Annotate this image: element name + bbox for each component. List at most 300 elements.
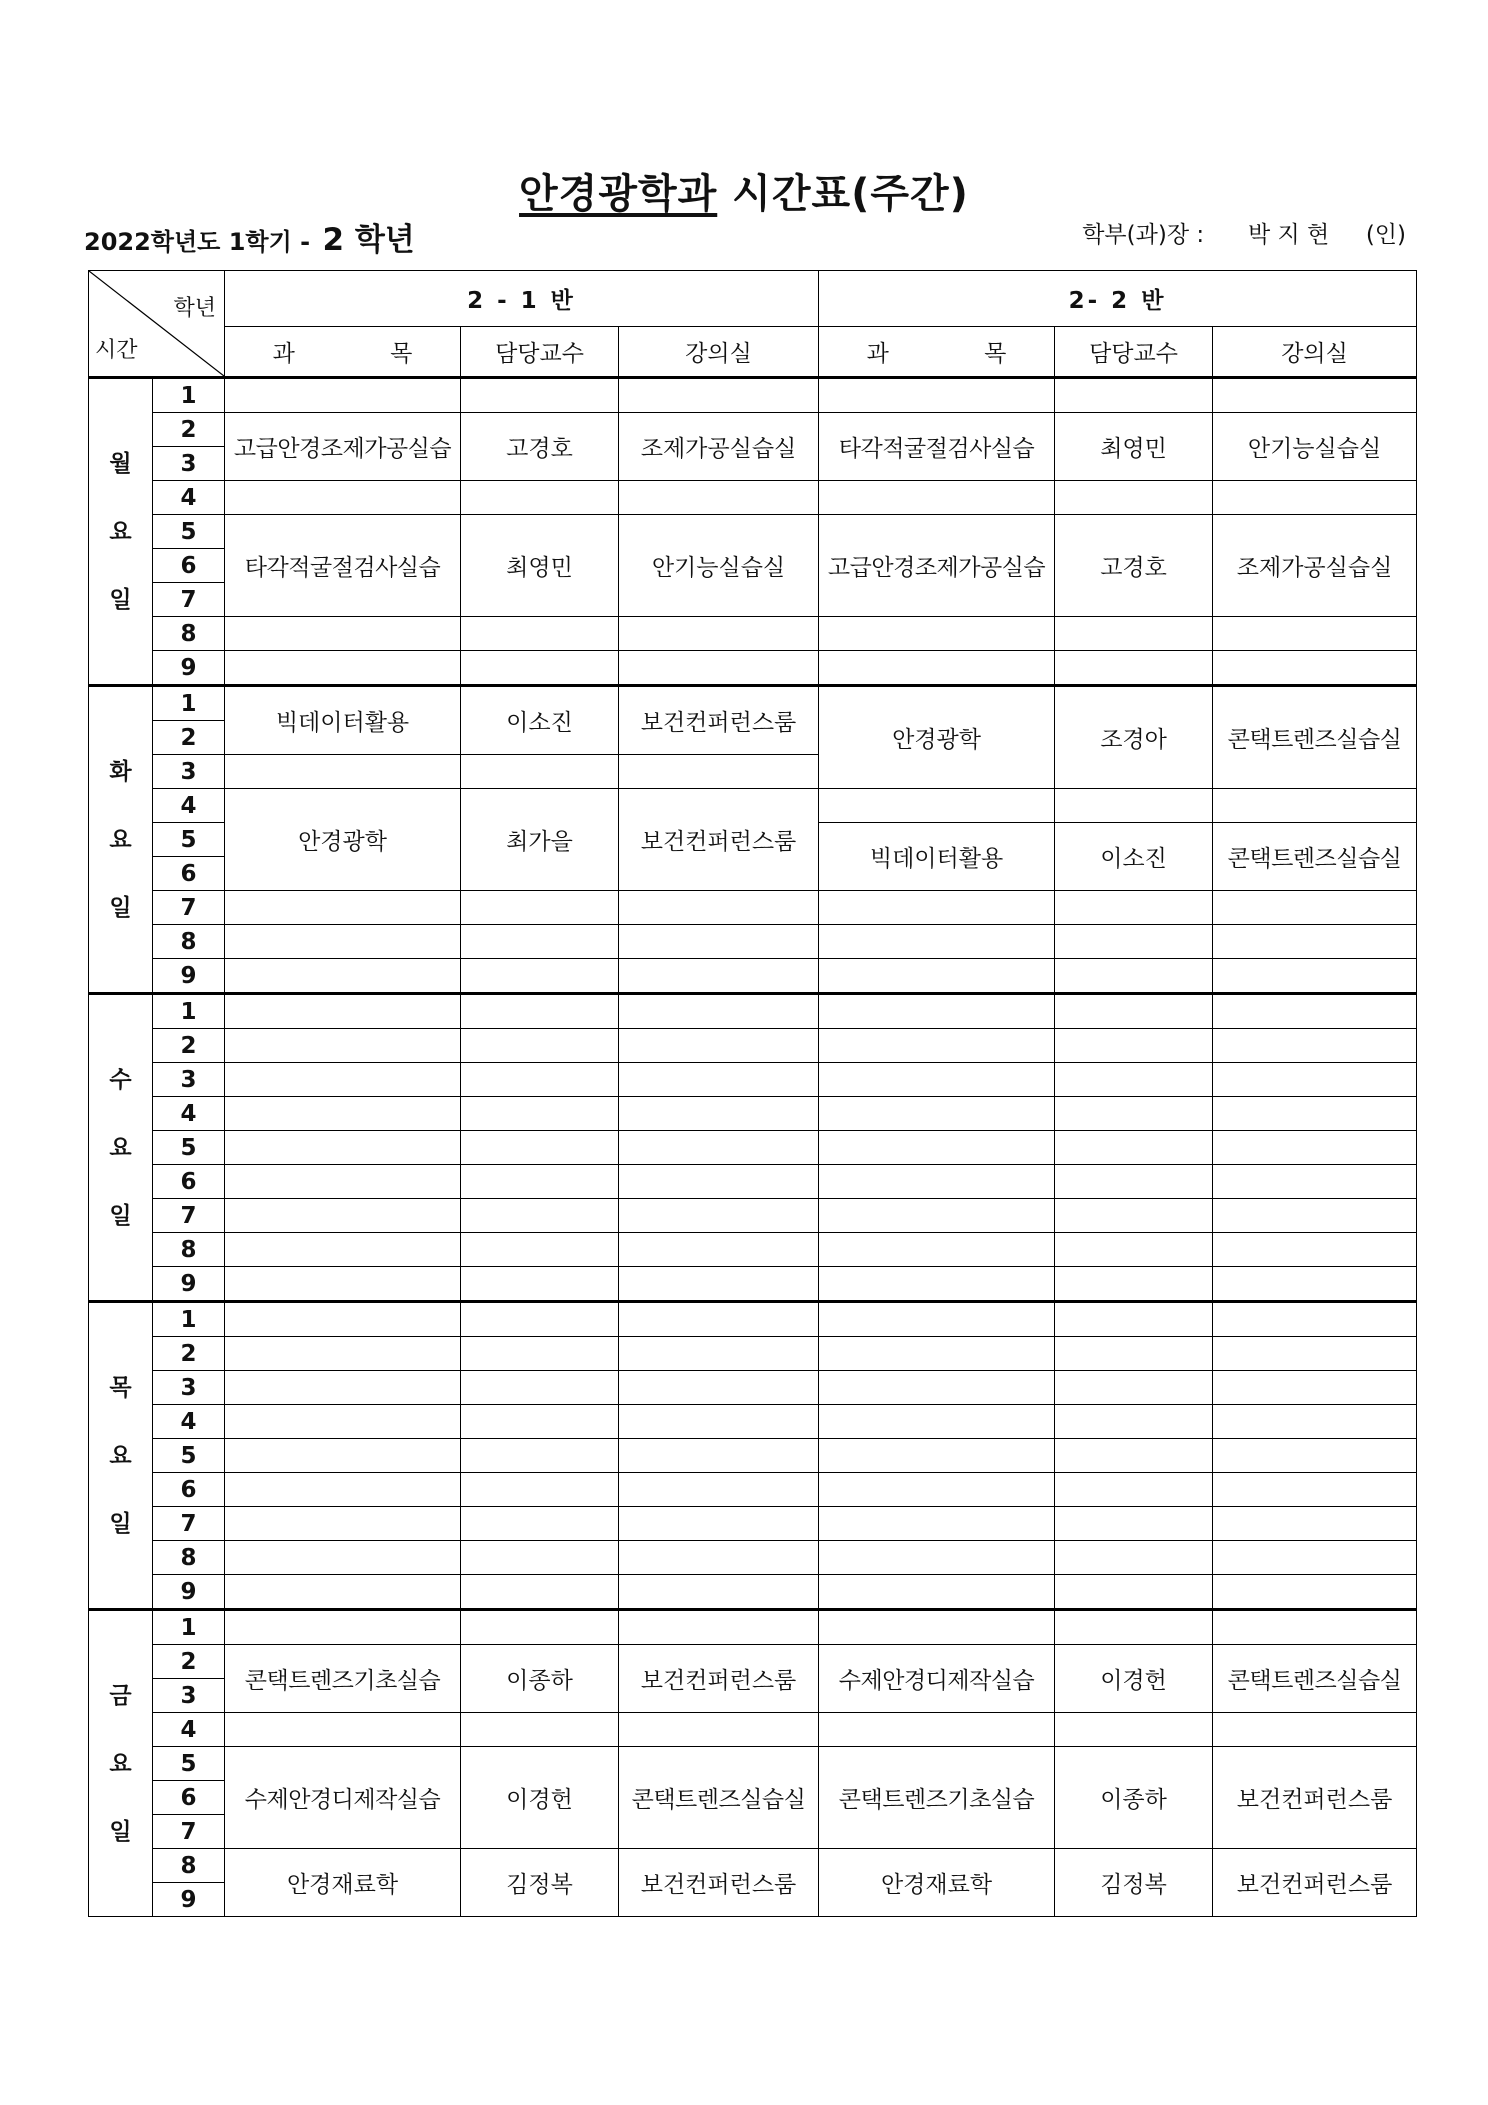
- empty-cell: [225, 1575, 461, 1610]
- empty-cell: [819, 1337, 1055, 1371]
- empty-cell: [461, 1029, 619, 1063]
- class2-prof-cell: 김정복: [1055, 1849, 1213, 1917]
- class2-header: 2- 2 반: [819, 271, 1417, 327]
- class2-prof-cell: 이경헌: [1055, 1645, 1213, 1713]
- empty-cell: [819, 1371, 1055, 1405]
- period-row: [89, 1302, 1417, 1337]
- empty-cell: [461, 1131, 619, 1165]
- empty-cell: [619, 1610, 819, 1645]
- period-number: 2: [153, 1337, 225, 1371]
- title-department: 안경광학과: [519, 171, 718, 217]
- period-row: [89, 1713, 1417, 1747]
- empty-cell: [1055, 1337, 1213, 1371]
- empty-cell: [619, 1199, 819, 1233]
- period-row: [89, 1029, 1417, 1063]
- class1-room-cell: 보건컨퍼런스룸: [619, 686, 819, 755]
- empty-cell: [619, 1063, 819, 1097]
- class1-subject-cell: 안경광학: [225, 789, 461, 891]
- period-row: [89, 1063, 1417, 1097]
- empty-cell: [1055, 1371, 1213, 1405]
- empty-cell: [819, 994, 1055, 1029]
- empty-cell: [1213, 1097, 1417, 1131]
- period-number: 4: [153, 481, 225, 515]
- period-row: [89, 1267, 1417, 1302]
- empty-cell: [1055, 925, 1213, 959]
- empty-cell: [225, 1233, 461, 1267]
- class2-room-cell: 콘택트렌즈실습실: [1213, 686, 1417, 789]
- empty-cell: [1055, 481, 1213, 515]
- empty-cell: [461, 1302, 619, 1337]
- class2-subject-cell: 고급안경조제가공실습: [819, 515, 1055, 617]
- period-row: [89, 378, 1417, 413]
- empty-cell: [819, 378, 1055, 413]
- empty-cell: [225, 994, 461, 1029]
- empty-cell: [225, 1337, 461, 1371]
- empty-cell: [225, 481, 461, 515]
- period-number: 1: [153, 994, 225, 1029]
- empty-cell: [461, 1507, 619, 1541]
- empty-cell: [461, 1165, 619, 1199]
- period-row: [89, 1165, 1417, 1199]
- class1-subject-cell: 안경재료학: [225, 1849, 461, 1917]
- class2-prof-cell: 이종하: [1055, 1747, 1213, 1849]
- empty-cell: [1055, 1473, 1213, 1507]
- empty-cell: [619, 925, 819, 959]
- empty-cell: [1055, 1302, 1213, 1337]
- day-label: 수 요 일: [89, 994, 153, 1302]
- empty-cell: [461, 994, 619, 1029]
- empty-cell: [1055, 1165, 1213, 1199]
- period-number: 9: [153, 651, 225, 686]
- period-number: 3: [153, 755, 225, 789]
- empty-cell: [819, 1507, 1055, 1541]
- period-row: [89, 1199, 1417, 1233]
- title-rest: 시간표(주간): [717, 171, 969, 217]
- empty-cell: [619, 1439, 819, 1473]
- period-row: [89, 789, 1417, 823]
- empty-cell: [1055, 891, 1213, 925]
- empty-cell: [1055, 617, 1213, 651]
- period-number: 6: [153, 1781, 225, 1815]
- empty-cell: [1055, 1575, 1213, 1610]
- class1-room-header: 강의실: [619, 327, 819, 378]
- empty-cell: [225, 1371, 461, 1405]
- empty-cell: [819, 1267, 1055, 1302]
- empty-cell: [461, 651, 619, 686]
- class2-subject-cell: 타각적굴절검사실습: [819, 413, 1055, 481]
- day-label: 목 요 일: [89, 1302, 153, 1610]
- empty-cell: [225, 378, 461, 413]
- period-number: 6: [153, 549, 225, 583]
- corner-time-label: 시간: [95, 338, 138, 363]
- empty-cell: [225, 891, 461, 925]
- period-row: [89, 1473, 1417, 1507]
- period-number: 9: [153, 1267, 225, 1302]
- empty-cell: [819, 1097, 1055, 1131]
- period-number: 1: [153, 1610, 225, 1645]
- class2-subject-cell: 안경재료학: [819, 1849, 1055, 1917]
- class2-subject-cell: 콘택트렌즈기초실습: [819, 1747, 1055, 1849]
- period-number: 3: [153, 447, 225, 481]
- grade-label: 2 학년: [322, 222, 415, 258]
- period-row: [89, 1337, 1417, 1371]
- period-row: [89, 481, 1417, 515]
- period-number: 9: [153, 1883, 225, 1917]
- semester-line: [84, 214, 415, 259]
- empty-cell: [1213, 959, 1417, 994]
- class2-prof-cell: 고경호: [1055, 515, 1213, 617]
- class2-room-cell: 조제가공실습실: [1213, 515, 1417, 617]
- class1-subject-cell: 수제안경디제작실습: [225, 1747, 461, 1849]
- class1-room-cell: 안기능실습실: [619, 515, 819, 617]
- page-title: [0, 162, 1488, 219]
- period-row: [89, 891, 1417, 925]
- class1-room-cell: 보건컨퍼런스룸: [619, 1849, 819, 1917]
- period-row: [89, 1747, 1417, 1781]
- day-label: 화 요 일: [89, 686, 153, 994]
- period-number: 6: [153, 857, 225, 891]
- class2-subject-header: 과 목: [819, 327, 1055, 378]
- seal-label: (인): [1365, 222, 1406, 248]
- empty-cell: [1213, 1473, 1417, 1507]
- period-row: [89, 959, 1417, 994]
- class1-room-cell: 조제가공실습실: [619, 413, 819, 481]
- empty-cell: [1055, 1541, 1213, 1575]
- empty-cell: [225, 1063, 461, 1097]
- empty-cell: [819, 1165, 1055, 1199]
- empty-cell: [1213, 1439, 1417, 1473]
- empty-cell: [1055, 994, 1213, 1029]
- period-row: [89, 686, 1417, 721]
- period-number: 1: [153, 686, 225, 721]
- class1-prof-cell: 이종하: [461, 1645, 619, 1713]
- period-number: 6: [153, 1165, 225, 1199]
- empty-cell: [619, 755, 819, 789]
- period-row: [89, 515, 1417, 549]
- empty-cell: [1213, 1405, 1417, 1439]
- empty-cell: [1213, 1575, 1417, 1610]
- class2-prof-cell: 조경아: [1055, 686, 1213, 789]
- empty-cell: [1055, 1233, 1213, 1267]
- empty-cell: [619, 994, 819, 1029]
- empty-cell: [619, 617, 819, 651]
- empty-cell: [1213, 1131, 1417, 1165]
- period-row: [89, 1439, 1417, 1473]
- period-number: 1: [153, 378, 225, 413]
- empty-cell: [225, 1713, 461, 1747]
- empty-cell: [1213, 925, 1417, 959]
- empty-cell: [1055, 1713, 1213, 1747]
- period-number: 5: [153, 515, 225, 549]
- class1-prof-cell: 고경호: [461, 413, 619, 481]
- period-row: [89, 1849, 1417, 1883]
- empty-cell: [819, 959, 1055, 994]
- empty-cell: [819, 1439, 1055, 1473]
- empty-cell: [461, 1097, 619, 1131]
- empty-cell: [1055, 1610, 1213, 1645]
- period-number: 7: [153, 1199, 225, 1233]
- empty-cell: [819, 617, 1055, 651]
- period-number: 5: [153, 1131, 225, 1165]
- empty-cell: [1213, 1610, 1417, 1645]
- period-row: [89, 413, 1417, 447]
- empty-cell: [461, 1541, 619, 1575]
- period-row: [89, 1541, 1417, 1575]
- empty-cell: [819, 1405, 1055, 1439]
- class2-room-cell: 안기능실습실: [1213, 413, 1417, 481]
- empty-cell: [1055, 378, 1213, 413]
- period-number: 7: [153, 583, 225, 617]
- empty-cell: [1213, 1507, 1417, 1541]
- empty-cell: [461, 1610, 619, 1645]
- period-row: [89, 1507, 1417, 1541]
- empty-cell: [461, 481, 619, 515]
- empty-cell: [619, 481, 819, 515]
- empty-cell: [619, 1713, 819, 1747]
- empty-cell: [1055, 959, 1213, 994]
- class2-subject-cell: 수제안경디제작실습: [819, 1645, 1055, 1713]
- period-row: [89, 1371, 1417, 1405]
- empty-cell: [1055, 1405, 1213, 1439]
- period-number: 7: [153, 891, 225, 925]
- class1-prof-cell: 이소진: [461, 686, 619, 755]
- empty-cell: [461, 1713, 619, 1747]
- empty-cell: [1213, 1233, 1417, 1267]
- empty-cell: [1213, 1165, 1417, 1199]
- empty-cell: [819, 789, 1055, 823]
- empty-cell: [1055, 1439, 1213, 1473]
- empty-cell: [619, 1507, 819, 1541]
- period-number: 3: [153, 1063, 225, 1097]
- empty-cell: [819, 1713, 1055, 1747]
- empty-cell: [461, 1199, 619, 1233]
- empty-cell: [619, 1233, 819, 1267]
- period-row: [89, 994, 1417, 1029]
- class1-room-cell: 콘택트렌즈실습실: [619, 1747, 819, 1849]
- empty-cell: [619, 1302, 819, 1337]
- empty-cell: [1213, 1199, 1417, 1233]
- class1-prof-header: 담당교수: [461, 327, 619, 378]
- empty-cell: [819, 1029, 1055, 1063]
- period-number: 3: [153, 1679, 225, 1713]
- period-row: [89, 1131, 1417, 1165]
- empty-cell: [1213, 1713, 1417, 1747]
- empty-cell: [619, 1541, 819, 1575]
- empty-cell: [461, 1575, 619, 1610]
- class1-prof-cell: 이경헌: [461, 1747, 619, 1849]
- period-row: [89, 925, 1417, 959]
- class2-room-cell: 보건컨퍼런스룸: [1213, 1849, 1417, 1917]
- class2-prof-cell: 이소진: [1055, 823, 1213, 891]
- empty-cell: [619, 1473, 819, 1507]
- class1-subject-cell: 콘택트렌즈기초실습: [225, 1645, 461, 1713]
- empty-cell: [1213, 651, 1417, 686]
- period-number: 8: [153, 925, 225, 959]
- empty-cell: [225, 617, 461, 651]
- empty-cell: [819, 651, 1055, 686]
- empty-cell: [819, 925, 1055, 959]
- empty-cell: [819, 1541, 1055, 1575]
- empty-cell: [1055, 1131, 1213, 1165]
- period-number: 2: [153, 1645, 225, 1679]
- empty-cell: [1213, 994, 1417, 1029]
- empty-cell: [619, 651, 819, 686]
- period-number: 9: [153, 959, 225, 994]
- empty-cell: [619, 959, 819, 994]
- period-row: [89, 1575, 1417, 1610]
- period-number: 8: [153, 1233, 225, 1267]
- class2-subject-cell: 빅데이터활용: [819, 823, 1055, 891]
- empty-cell: [1213, 1267, 1417, 1302]
- empty-cell: [225, 1507, 461, 1541]
- empty-cell: [225, 651, 461, 686]
- period-number: 4: [153, 1097, 225, 1131]
- period-number: 1: [153, 1302, 225, 1337]
- empty-cell: [1055, 1063, 1213, 1097]
- head-signature: [1082, 216, 1406, 249]
- class1-prof-cell: 김정복: [461, 1849, 619, 1917]
- empty-cell: [461, 378, 619, 413]
- period-number: 7: [153, 1815, 225, 1849]
- empty-cell: [619, 1405, 819, 1439]
- empty-cell: [225, 959, 461, 994]
- empty-cell: [619, 1371, 819, 1405]
- empty-cell: [1213, 1541, 1417, 1575]
- period-number: 6: [153, 1473, 225, 1507]
- period-row: [89, 1097, 1417, 1131]
- period-row: [89, 651, 1417, 686]
- empty-cell: [225, 1302, 461, 1337]
- empty-cell: [819, 1473, 1055, 1507]
- empty-cell: [225, 1165, 461, 1199]
- empty-cell: [619, 378, 819, 413]
- empty-cell: [1055, 1199, 1213, 1233]
- empty-cell: [1055, 1097, 1213, 1131]
- empty-cell: [461, 959, 619, 994]
- period-number: 9: [153, 1575, 225, 1610]
- empty-cell: [1055, 651, 1213, 686]
- empty-cell: [819, 481, 1055, 515]
- empty-cell: [461, 1337, 619, 1371]
- period-number: 7: [153, 1507, 225, 1541]
- empty-cell: [225, 1199, 461, 1233]
- class1-room-cell: 보건컨퍼런스룸: [619, 1645, 819, 1713]
- empty-cell: [1213, 891, 1417, 925]
- empty-cell: [819, 1575, 1055, 1610]
- period-row: [89, 1610, 1417, 1645]
- class2-prof-header: 담당교수: [1055, 327, 1213, 378]
- period-number: 5: [153, 1439, 225, 1473]
- empty-cell: [1213, 789, 1417, 823]
- period-number: 8: [153, 1849, 225, 1883]
- head-name: 박 지 현: [1247, 222, 1330, 248]
- empty-cell: [225, 1131, 461, 1165]
- period-number: 5: [153, 1747, 225, 1781]
- empty-cell: [225, 1029, 461, 1063]
- empty-cell: [819, 1063, 1055, 1097]
- empty-cell: [461, 891, 619, 925]
- period-number: 3: [153, 1371, 225, 1405]
- class1-prof-cell: 최영민: [461, 515, 619, 617]
- empty-cell: [225, 755, 461, 789]
- empty-cell: [819, 1233, 1055, 1267]
- empty-cell: [1055, 1267, 1213, 1302]
- empty-cell: [225, 1541, 461, 1575]
- period-number: 4: [153, 1713, 225, 1747]
- empty-cell: [225, 1610, 461, 1645]
- period-number: 2: [153, 721, 225, 755]
- timetable: [88, 270, 1417, 1917]
- empty-cell: [461, 755, 619, 789]
- empty-cell: [225, 1439, 461, 1473]
- class1-header: 2 - 1 반: [225, 271, 819, 327]
- period-row: [89, 1645, 1417, 1679]
- period-row: [89, 1233, 1417, 1267]
- empty-cell: [225, 925, 461, 959]
- empty-cell: [619, 1267, 819, 1302]
- class1-subject-cell: 타각적굴절검사실습: [225, 515, 461, 617]
- empty-cell: [1213, 1337, 1417, 1371]
- head-label: 학부(과)장 :: [1082, 222, 1205, 248]
- day-label: 월 요 일: [89, 378, 153, 686]
- empty-cell: [461, 1267, 619, 1302]
- empty-cell: [619, 1097, 819, 1131]
- empty-cell: [1213, 378, 1417, 413]
- period-row: [89, 1405, 1417, 1439]
- empty-cell: [619, 891, 819, 925]
- empty-cell: [225, 1267, 461, 1302]
- empty-cell: [1055, 1029, 1213, 1063]
- class2-subject-cell: 안경광학: [819, 686, 1055, 789]
- empty-cell: [1213, 617, 1417, 651]
- empty-cell: [619, 1029, 819, 1063]
- period-number: 8: [153, 1541, 225, 1575]
- empty-cell: [619, 1575, 819, 1610]
- class1-subject-cell: 고급안경조제가공실습: [225, 413, 461, 481]
- period-number: 8: [153, 617, 225, 651]
- class2-prof-cell: 최영민: [1055, 413, 1213, 481]
- empty-cell: [819, 891, 1055, 925]
- class1-prof-cell: 최가을: [461, 789, 619, 891]
- corner-grade-label: 학년: [173, 296, 216, 321]
- class2-room-cell: 콘택트렌즈실습실: [1213, 823, 1417, 891]
- class1-room-cell: 보건컨퍼런스룸: [619, 789, 819, 891]
- period-row: [89, 617, 1417, 651]
- empty-cell: [619, 1337, 819, 1371]
- empty-cell: [1055, 789, 1213, 823]
- empty-cell: [1213, 481, 1417, 515]
- day-label: 금 요 일: [89, 1610, 153, 1917]
- empty-cell: [819, 1199, 1055, 1233]
- empty-cell: [461, 1473, 619, 1507]
- period-number: 2: [153, 1029, 225, 1063]
- empty-cell: [461, 925, 619, 959]
- empty-cell: [1213, 1371, 1417, 1405]
- empty-cell: [1213, 1302, 1417, 1337]
- empty-cell: [461, 1439, 619, 1473]
- empty-cell: [225, 1405, 461, 1439]
- empty-cell: [1055, 1507, 1213, 1541]
- period-number: 4: [153, 789, 225, 823]
- empty-cell: [225, 1473, 461, 1507]
- empty-cell: [461, 1063, 619, 1097]
- class2-room-cell: 콘택트렌즈실습실: [1213, 1645, 1417, 1713]
- empty-cell: [461, 617, 619, 651]
- empty-cell: [1213, 1063, 1417, 1097]
- empty-cell: [619, 1165, 819, 1199]
- empty-cell: [819, 1131, 1055, 1165]
- empty-cell: [461, 1371, 619, 1405]
